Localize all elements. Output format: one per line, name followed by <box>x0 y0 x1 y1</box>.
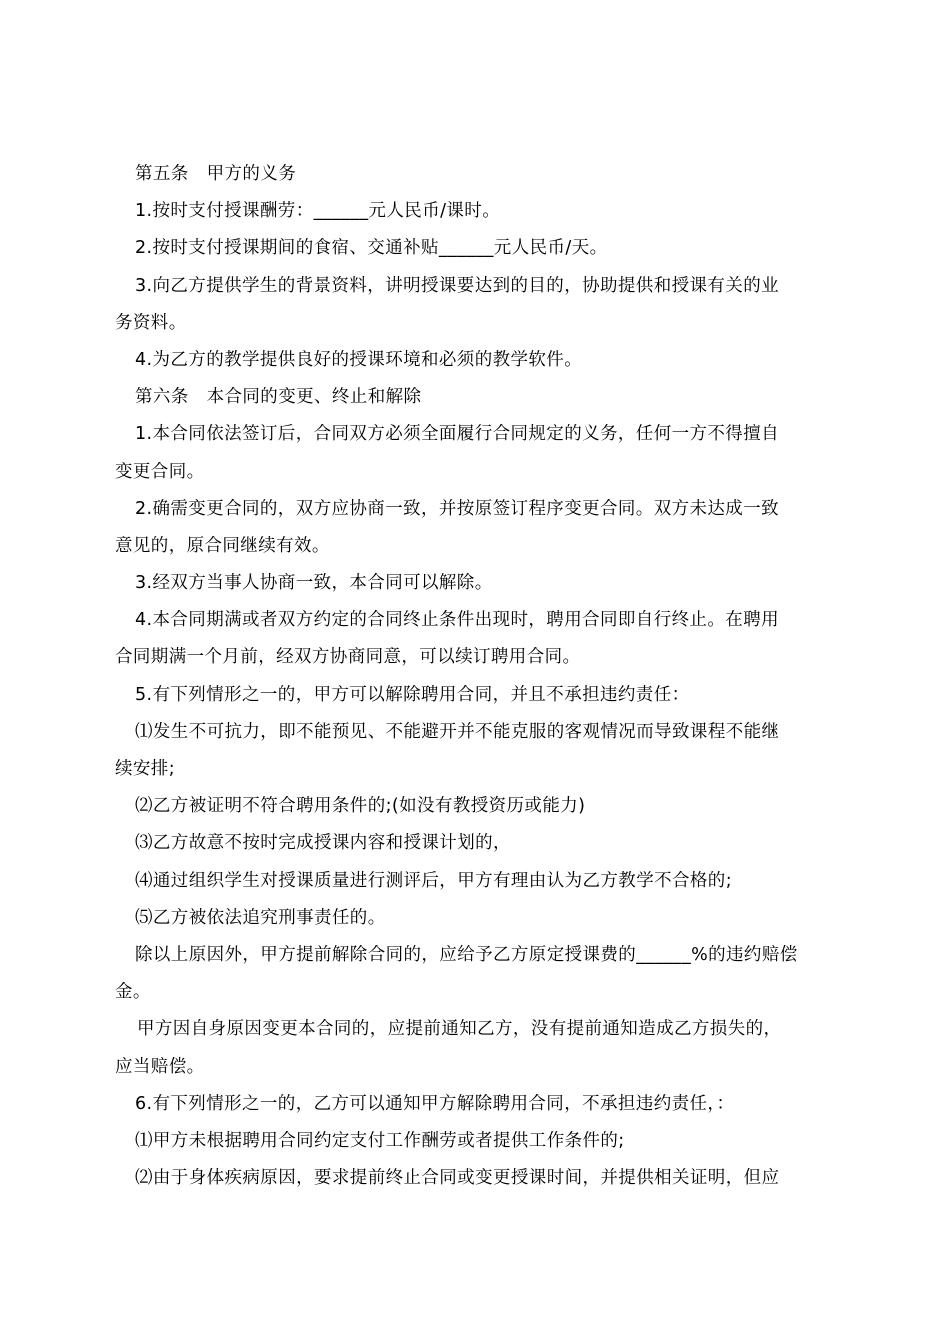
text-line: 金。 <box>115 982 151 1003</box>
text-line: ⑴发生不可抗力，即不能预见、不能避开并不能克服的客观情况而导致课程不能继 <box>135 721 780 742</box>
text-line: 意见的，原合同继续有效。 <box>115 535 330 556</box>
text-line: 1.按时支付授课酬劳：______元人民币/课时。 <box>135 201 501 222</box>
text-line: 除以上原因外，甲方提前解除合同的，应给予乙方原定授课费的______%的违约赔偿 <box>135 944 798 965</box>
text-line: 4.本合同期满或者双方约定的合同终止条件出现时，聘用合同即自行终止。在聘用 <box>135 610 779 631</box>
text-line: ⑶乙方故意不按时完成授课内容和授课计划的， <box>135 833 511 854</box>
article-6-heading: 第六条 本合同的变更、终止和解除 <box>135 387 422 408</box>
text-line: 1.本合同依法签订后，合同双方必须全面履行合同规定的义务，任何一方不得擅自 <box>135 424 779 445</box>
text-line: ⑸乙方被依法追究刑事责任的。 <box>135 907 386 928</box>
article-5-heading: 第五条 甲方的义务 <box>135 164 297 184</box>
text-line: 2.按时支付授课期间的食宿、交通补贴______元人民币/天。 <box>135 238 608 259</box>
text-line: ⑵由于身体疾病原因，要求提前终止合同或变更授课时间，并提供相关证明，但应 <box>135 1168 780 1189</box>
text-line: 2.确需变更合同的，双方应协商一致，并按原签订程序变更合同。双方未达成一致 <box>135 498 779 519</box>
text-line: 6.有下列情形之一的，乙方可以通知甲方解除聘用合同，不承担违约责任，： <box>135 1093 735 1114</box>
text-line: 3.向乙方提供学生的背景资料，讲明授课要达到的目的，协助提供和授课有关的业 <box>135 275 779 296</box>
text-line: 变更合同。 <box>115 461 205 482</box>
text-line: 4.为乙方的教学提供良好的授课环境和必须的教学软件。 <box>135 349 583 370</box>
text-line: 5.有下列情形之一的，甲方可以解除聘用合同，并且不承担违约责任： <box>135 684 690 705</box>
text-line: 应当赔偿。 <box>115 1056 205 1077</box>
text-line: 续安排; <box>115 759 175 779</box>
contract-text <box>115 156 845 1197</box>
text-line: 务资料。 <box>115 312 187 333</box>
text-line: ⑵乙方被证明不符合聘用条件的;(如没有教授资历或能力) <box>135 796 586 817</box>
text-line: ⑴甲方未根据聘用合同约定支付工作酬劳或者提供工作条件的; <box>135 1130 625 1151</box>
text-line: 甲方因自身原因变更本合同的，应提前通知乙方，没有提前通知造成乙方损失的， <box>137 1019 782 1040</box>
text-line: 3.经双方当事人协商一致，本合同可以解除。 <box>135 573 493 594</box>
text-line: 合同期满一个月前，经双方协商同意，可以续订聘用合同。 <box>115 647 581 668</box>
text-line: ⑷通过组织学生对授课质量进行测评后，甲方有理由认为乙方教学不合格的; <box>135 870 732 891</box>
